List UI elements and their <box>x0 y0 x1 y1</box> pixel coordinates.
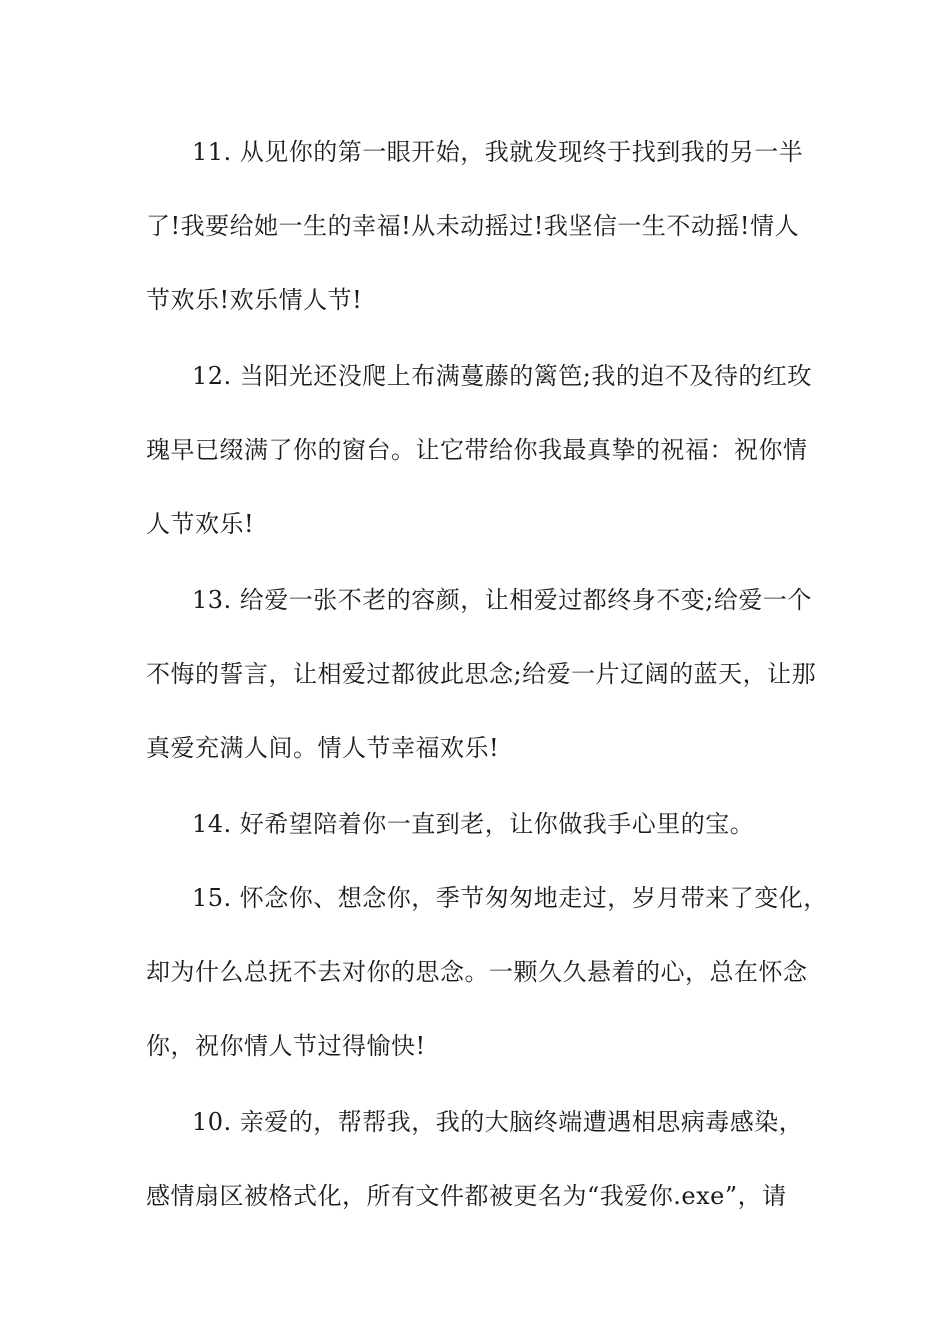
paragraph-13-line-3: 真爱充满人间。情人节幸福欢乐! <box>146 734 500 762</box>
paragraph-10-line-2: 感情扇区被格式化，所有文件都被更名为“我爱你.exe”，请 <box>146 1182 787 1210</box>
paragraph-11-line-2: 了!我要给她一生的幸福!从未动摇过!我坚信一生不动摇!情人 <box>146 212 800 240</box>
paragraph-14-line-1: 14. 好希望陪着你一直到老，让你做我手心里的宝。 <box>192 810 755 838</box>
paragraph-15-line-3: 你，祝你情人节过得愉快! <box>146 1032 426 1060</box>
paragraph-13-line-2: 不悔的誓言，让相爱过都彼此思念;给爱一片辽阔的蓝天，让那 <box>146 660 817 688</box>
paragraph-10-line-1: 10. 亲爱的，帮帮我，我的大脑终端遭遇相思病毒感染， <box>192 1108 804 1136</box>
paragraph-15-line-1: 15. 怀念你、想念你，季节匆匆地走过，岁月带来了变化， <box>192 884 828 912</box>
paragraph-15-line-2: 却为什么总抚不去对你的思念。一颗久久悬着的心，总在怀念 <box>146 958 808 986</box>
paragraph-12-line-3: 人节欢乐! <box>146 510 255 538</box>
paragraph-12-line-2: 瑰早已缀满了你的窗台。让它带给你我最真挚的祝福：祝你情 <box>146 436 808 464</box>
paragraph-11-line-1: 11. 从见你的第一眼开始，我就发现终于找到我的另一半 <box>192 138 804 166</box>
paragraph-12-line-1: 12. 当阳光还没爬上布满蔓藤的篱笆;我的迫不及待的红玫 <box>192 362 812 390</box>
paragraph-13-line-1: 13. 给爱一张不老的容颜，让相爱过都终身不变;给爱一个 <box>192 586 812 614</box>
paragraph-11-line-3: 节欢乐!欢乐情人节! <box>146 286 363 314</box>
